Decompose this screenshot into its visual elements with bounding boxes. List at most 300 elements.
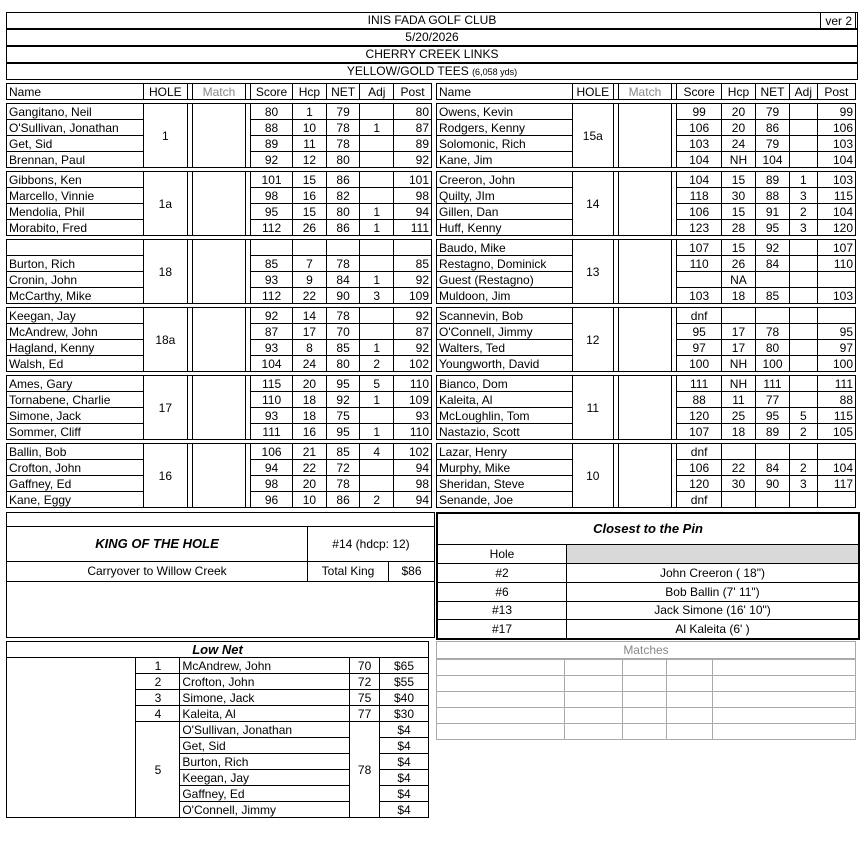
player-adj: 1: [360, 220, 394, 236]
player-adj: [790, 136, 818, 152]
player-name: Gibbons, Ken: [7, 172, 144, 188]
player-name: Sommer, Cliff: [7, 424, 144, 440]
player-post: 120: [817, 220, 855, 236]
player-net: 80: [326, 204, 360, 220]
king-title: KING OF THE HOLE: [7, 527, 308, 562]
player-score: 89: [251, 136, 293, 152]
match-cell: [193, 308, 246, 372]
player-net: 95: [326, 424, 360, 440]
hole-number: 18: [143, 240, 187, 304]
player-score: 110: [677, 256, 722, 272]
ctp-winner: Bob Ballin (7' 11"): [567, 583, 858, 602]
player-post: 103: [817, 172, 855, 188]
spacer: [7, 754, 136, 770]
ctp-winner: John Creeron ( 18"): [567, 564, 858, 583]
hole-number: 10: [573, 444, 613, 508]
king-of-hole-panel: [6, 512, 435, 638]
match-cell: [437, 660, 565, 676]
player-adj: [360, 152, 394, 168]
player-name: Simone, Jack: [180, 690, 350, 706]
player-adj: [790, 308, 818, 324]
col-header-net: NET: [755, 84, 789, 100]
player-net: 95: [326, 376, 360, 392]
player-name: McLoughlin, Tom: [437, 408, 573, 424]
player-name: McAndrew, John: [7, 324, 144, 340]
match-row: [437, 692, 856, 708]
player-score: 98: [251, 188, 293, 204]
player-score: 88: [677, 392, 722, 408]
player-adj: [360, 408, 394, 424]
match-cell: [618, 172, 671, 236]
player-hcp: [721, 308, 755, 324]
player-name: Get, Sid: [180, 738, 350, 754]
tie-place: 5: [136, 722, 180, 818]
player-hcp: 26: [293, 220, 327, 236]
player-net: 90: [326, 288, 360, 304]
player-hcp: 16: [293, 424, 327, 440]
col-header-net: NET: [326, 84, 360, 100]
hole-number: 16: [143, 444, 187, 508]
closest-to-pin-panel: [436, 512, 860, 640]
player-post: 110: [394, 424, 432, 440]
player-name: Baudo, Mike: [437, 240, 573, 256]
match-row: [437, 660, 856, 676]
player-hcp: 12: [293, 152, 327, 168]
player-adj: 2: [360, 492, 394, 508]
player-score: 106: [251, 444, 293, 460]
player-adj: [360, 324, 394, 340]
player-score: dnf: [677, 444, 722, 460]
hole-number: 13: [573, 240, 613, 304]
player-adj: [790, 240, 818, 256]
player-net: 79: [755, 104, 789, 120]
player-score: 99: [677, 104, 722, 120]
match-cell: [565, 660, 623, 676]
player-name: Gillen, Dan: [437, 204, 573, 220]
player-hcp: 10: [293, 120, 327, 136]
match-cell: [618, 376, 671, 440]
player-net: [755, 308, 789, 324]
player-post: 94: [394, 460, 432, 476]
player-hcp: 20: [721, 120, 755, 136]
header-row: [7, 84, 432, 100]
match-cell: [193, 376, 246, 440]
player-adj: 1: [360, 392, 394, 408]
match-cell: [565, 676, 623, 692]
player-adj: 3: [790, 188, 818, 204]
player-name: Cronin, John: [7, 272, 144, 288]
tees-label: [6, 63, 858, 80]
event-date: 5/20/2026: [6, 29, 858, 46]
player-row: [437, 240, 856, 256]
player-post: 103: [817, 136, 855, 152]
player-adj: [360, 136, 394, 152]
prize: $4: [380, 754, 429, 770]
player-hcp: 18: [293, 392, 327, 408]
player-name: O'Connell, Jimmy: [437, 324, 573, 340]
player-hcp: 15: [721, 204, 755, 220]
player-name: Gaffney, Ed: [180, 786, 350, 802]
course-name: CHERRY CREEK LINKS: [6, 46, 858, 63]
player-net: [755, 492, 789, 508]
low-net-row: [7, 658, 429, 674]
player-adj: 1: [360, 424, 394, 440]
player-name: Kaleita, Al: [180, 706, 350, 722]
total-king-label: Total King: [308, 562, 389, 582]
prize: $65: [380, 658, 429, 674]
player-post: 110: [394, 376, 432, 392]
player-net: 79: [326, 104, 360, 120]
player-net: 85: [326, 340, 360, 356]
player-net: 104: [755, 152, 789, 168]
match-cell: [667, 676, 713, 692]
player-hcp: 17: [293, 324, 327, 340]
player-name: Burton, Rich: [7, 256, 144, 272]
prize: $4: [380, 770, 429, 786]
col-header-name: Name: [7, 84, 144, 100]
prize: $4: [380, 722, 429, 738]
player-name: O'Connell, Jimmy: [180, 802, 350, 818]
player-net: [326, 240, 360, 256]
prize: $4: [380, 786, 429, 802]
player-hcp: 1: [293, 104, 327, 120]
col-header-hcp: Hcp: [293, 84, 327, 100]
player-name: Brennan, Paul: [7, 152, 144, 168]
match-cell: [565, 724, 623, 740]
player-adj: 2: [790, 460, 818, 476]
player-net: [755, 272, 789, 288]
player-row: [7, 240, 432, 256]
player-hcp: 11: [721, 392, 755, 408]
player-score: 106: [677, 204, 722, 220]
match-cell: [667, 708, 713, 724]
player-name: Lazar, Henry: [437, 444, 573, 460]
player-hcp: 28: [721, 220, 755, 236]
player-hcp: 20: [721, 104, 755, 120]
player-hcp: 15: [293, 172, 327, 188]
player-name: Walsh, Ed: [7, 356, 144, 372]
player-hcp: [721, 492, 755, 508]
col-header-match: Match: [618, 84, 671, 100]
player-row: [437, 104, 856, 120]
player-post: 106: [817, 120, 855, 136]
player-net: 78: [755, 324, 789, 340]
player-adj: 1: [360, 204, 394, 220]
player-name: Sheridan, Steve: [437, 476, 573, 492]
player-hcp: 24: [293, 356, 327, 372]
player-post: 94: [394, 204, 432, 220]
player-score: 93: [251, 272, 293, 288]
player-hcp: 25: [721, 408, 755, 424]
player-score: 92: [251, 308, 293, 324]
player-post: 104: [817, 152, 855, 168]
player-adj: [790, 444, 818, 460]
player-score: 85: [251, 256, 293, 272]
col-header-hcp: Hcp: [721, 84, 755, 100]
player-name: Ballin, Bob: [7, 444, 144, 460]
player-name: Owens, Kevin: [437, 104, 573, 120]
player-post: [817, 444, 855, 460]
player-adj: [790, 104, 818, 120]
player-row: [437, 444, 856, 460]
hole-number: 11: [573, 376, 613, 440]
player-score: 120: [677, 476, 722, 492]
player-name: Murphy, Mike: [437, 460, 573, 476]
match-cell: [437, 708, 565, 724]
match-cell: [713, 708, 856, 724]
player-row: [7, 376, 432, 392]
player-net: 84: [755, 256, 789, 272]
player-score: 112: [251, 288, 293, 304]
player-name: Ames, Gary: [7, 376, 144, 392]
match-cell: [437, 676, 565, 692]
player-name: Nastazio, Scott: [437, 424, 573, 440]
player-score: 96: [251, 492, 293, 508]
player-post: 100: [817, 356, 855, 372]
player-name: Hagland, Kenny: [7, 340, 144, 356]
player-net: 70: [326, 324, 360, 340]
prize: $40: [380, 690, 429, 706]
player-row: [7, 104, 432, 120]
player-name: Crofton, John: [180, 674, 350, 690]
player-score: [677, 272, 722, 288]
tees-name: YELLOW/GOLD TEES: [346, 64, 469, 78]
player-row: [7, 308, 432, 324]
player-net: 91: [755, 204, 789, 220]
player-score: 120: [677, 408, 722, 424]
player-hcp: 21: [293, 444, 327, 460]
player-score: 95: [251, 204, 293, 220]
match-cell: [713, 692, 856, 708]
player-name: Solomonic, Rich: [437, 136, 573, 152]
player-name: Morabito, Fred: [7, 220, 144, 236]
net-score: 70: [350, 658, 380, 674]
player-hcp: 20: [293, 376, 327, 392]
player-net: 86: [326, 492, 360, 508]
king-hole: #14 (hdcp: 12): [308, 527, 434, 562]
header-row: [437, 84, 856, 100]
player-post: 104: [817, 204, 855, 220]
col-header-adj: Adj: [790, 84, 818, 100]
player-row: [437, 376, 856, 392]
player-name: [7, 240, 144, 256]
player-post: 87: [394, 324, 432, 340]
player-hcp: 30: [721, 188, 755, 204]
player-score: 106: [677, 460, 722, 476]
player-post: 98: [394, 188, 432, 204]
hole-number: 1: [143, 104, 187, 168]
player-post: 95: [817, 324, 855, 340]
net-score: 72: [350, 674, 380, 690]
player-hcp: 15: [293, 204, 327, 220]
player-row: [7, 172, 432, 188]
player-adj: 5: [790, 408, 818, 424]
ctp-hole-header: Hole: [438, 545, 567, 564]
place: 3: [136, 690, 180, 706]
player-score: 87: [251, 324, 293, 340]
low-net-row: [7, 690, 429, 706]
player-name: Tornabene, Charlie: [7, 392, 144, 408]
player-score: 110: [251, 392, 293, 408]
prize: $30: [380, 706, 429, 722]
col-header-score: Score: [251, 84, 293, 100]
low-net-title: Low Net: [7, 642, 429, 658]
low-net-header: [7, 642, 429, 658]
club-name: INIS FADA GOLF CLUB: [6, 12, 858, 29]
match-cell: [618, 104, 671, 168]
player-net: 89: [755, 424, 789, 440]
player-net: 78: [326, 136, 360, 152]
match-cell: [618, 240, 671, 304]
place: 1: [136, 658, 180, 674]
player-adj: [790, 340, 818, 356]
player-score: 111: [251, 424, 293, 440]
player-post: 92: [394, 340, 432, 356]
player-name: Senande, Joe: [437, 492, 573, 508]
player-adj: [360, 188, 394, 204]
player-adj: 1: [360, 120, 394, 136]
match-cell: [437, 724, 565, 740]
match-cell: [565, 708, 623, 724]
player-post: 92: [394, 308, 432, 324]
player-post: 115: [817, 408, 855, 424]
player-name: Muldoon, Jim: [437, 288, 573, 304]
player-net: 92: [755, 240, 789, 256]
player-score: 115: [251, 376, 293, 392]
player-score: 112: [251, 220, 293, 236]
carryover-text: Carryover to Willow Creek: [7, 562, 308, 582]
hole-number: 15a: [573, 104, 613, 168]
match-cell: [565, 692, 623, 708]
player-post: 94: [394, 492, 432, 508]
player-hcp: NH: [721, 356, 755, 372]
player-net: 78: [326, 308, 360, 324]
player-net: 90: [755, 476, 789, 492]
player-score: 88: [251, 120, 293, 136]
player-hcp: NH: [721, 152, 755, 168]
player-post: 105: [817, 424, 855, 440]
spacer: [7, 770, 136, 786]
player-net: 95: [755, 408, 789, 424]
player-score: 104: [677, 172, 722, 188]
low-net-table: [6, 641, 429, 818]
player-net: 78: [326, 256, 360, 272]
player-post: 93: [394, 408, 432, 424]
match-cell: [623, 724, 667, 740]
player-row: [437, 172, 856, 188]
player-hcp: 26: [721, 256, 755, 272]
player-net: 86: [326, 220, 360, 236]
player-score: 123: [677, 220, 722, 236]
player-hcp: [293, 240, 327, 256]
match-row: [437, 708, 856, 724]
player-name: Huff, Kenny: [437, 220, 573, 236]
player-post: 80: [394, 104, 432, 120]
match-row: [437, 676, 856, 692]
player-name: O'Sullivan, Jonathan: [7, 120, 144, 136]
player-name: Bianco, Dom: [437, 376, 573, 392]
player-score: 118: [677, 188, 722, 204]
matches-panel: [436, 641, 856, 741]
player-post: 87: [394, 120, 432, 136]
player-adj: 4: [360, 444, 394, 460]
player-name: Kane, Eggy: [7, 492, 144, 508]
matches-title: Matches: [436, 641, 856, 659]
match-cell: [623, 676, 667, 692]
matches-grid: [436, 659, 856, 740]
player-adj: [790, 392, 818, 408]
player-name: Gaffney, Ed: [7, 476, 144, 492]
player-score: 95: [677, 324, 722, 340]
player-net: 75: [326, 408, 360, 424]
player-net: 82: [326, 188, 360, 204]
ctp-winner-header: [567, 545, 858, 564]
player-name: Keegan, Jay: [180, 770, 350, 786]
player-adj: [790, 120, 818, 136]
player-name: Kane, Jim: [437, 152, 573, 168]
player-net: 84: [755, 460, 789, 476]
low-net-row: [7, 706, 429, 722]
spacer: [7, 738, 136, 754]
player-row: [437, 308, 856, 324]
player-adj: 2: [790, 204, 818, 220]
player-adj: 1: [360, 340, 394, 356]
place: 4: [136, 706, 180, 722]
player-adj: 2: [790, 424, 818, 440]
player-hcp: 20: [293, 476, 327, 492]
hole-number: 12: [573, 308, 613, 372]
player-name: Rodgers, Kenny: [437, 120, 573, 136]
player-adj: [360, 460, 394, 476]
ctp-hole: #6: [438, 583, 567, 602]
player-net: 85: [755, 288, 789, 304]
player-name: Kaleita, Al: [437, 392, 573, 408]
player-post: [817, 272, 855, 288]
player-name: Walters, Ted: [437, 340, 573, 356]
player-post: 107: [817, 240, 855, 256]
player-name: Crofton, John: [7, 460, 144, 476]
player-hcp: NA: [721, 272, 755, 288]
match-cell: [193, 444, 246, 508]
player-adj: 3: [790, 476, 818, 492]
total-king-value: $86: [389, 562, 434, 582]
left-results-table: [6, 83, 432, 508]
player-name: Guest (Restagno): [437, 272, 573, 288]
low-net-row: [7, 674, 429, 690]
version-label: ver 2: [820, 12, 856, 29]
prize: $4: [380, 738, 429, 754]
player-post: [817, 308, 855, 324]
player-score: dnf: [677, 308, 722, 324]
player-adj: [790, 492, 818, 508]
player-adj: [790, 152, 818, 168]
player-adj: [790, 288, 818, 304]
player-net: 95: [755, 220, 789, 236]
match-cell: [618, 444, 671, 508]
player-adj: 1: [790, 172, 818, 188]
player-net: 79: [755, 136, 789, 152]
hole-number: 14: [573, 172, 613, 236]
player-score: 92: [251, 152, 293, 168]
match-cell: [437, 692, 565, 708]
player-adj: [360, 476, 394, 492]
spacer: [7, 706, 136, 722]
player-net: 92: [326, 392, 360, 408]
player-hcp: 18: [293, 408, 327, 424]
player-post: 117: [817, 476, 855, 492]
match-cell: [623, 708, 667, 724]
player-post: 92: [394, 152, 432, 168]
